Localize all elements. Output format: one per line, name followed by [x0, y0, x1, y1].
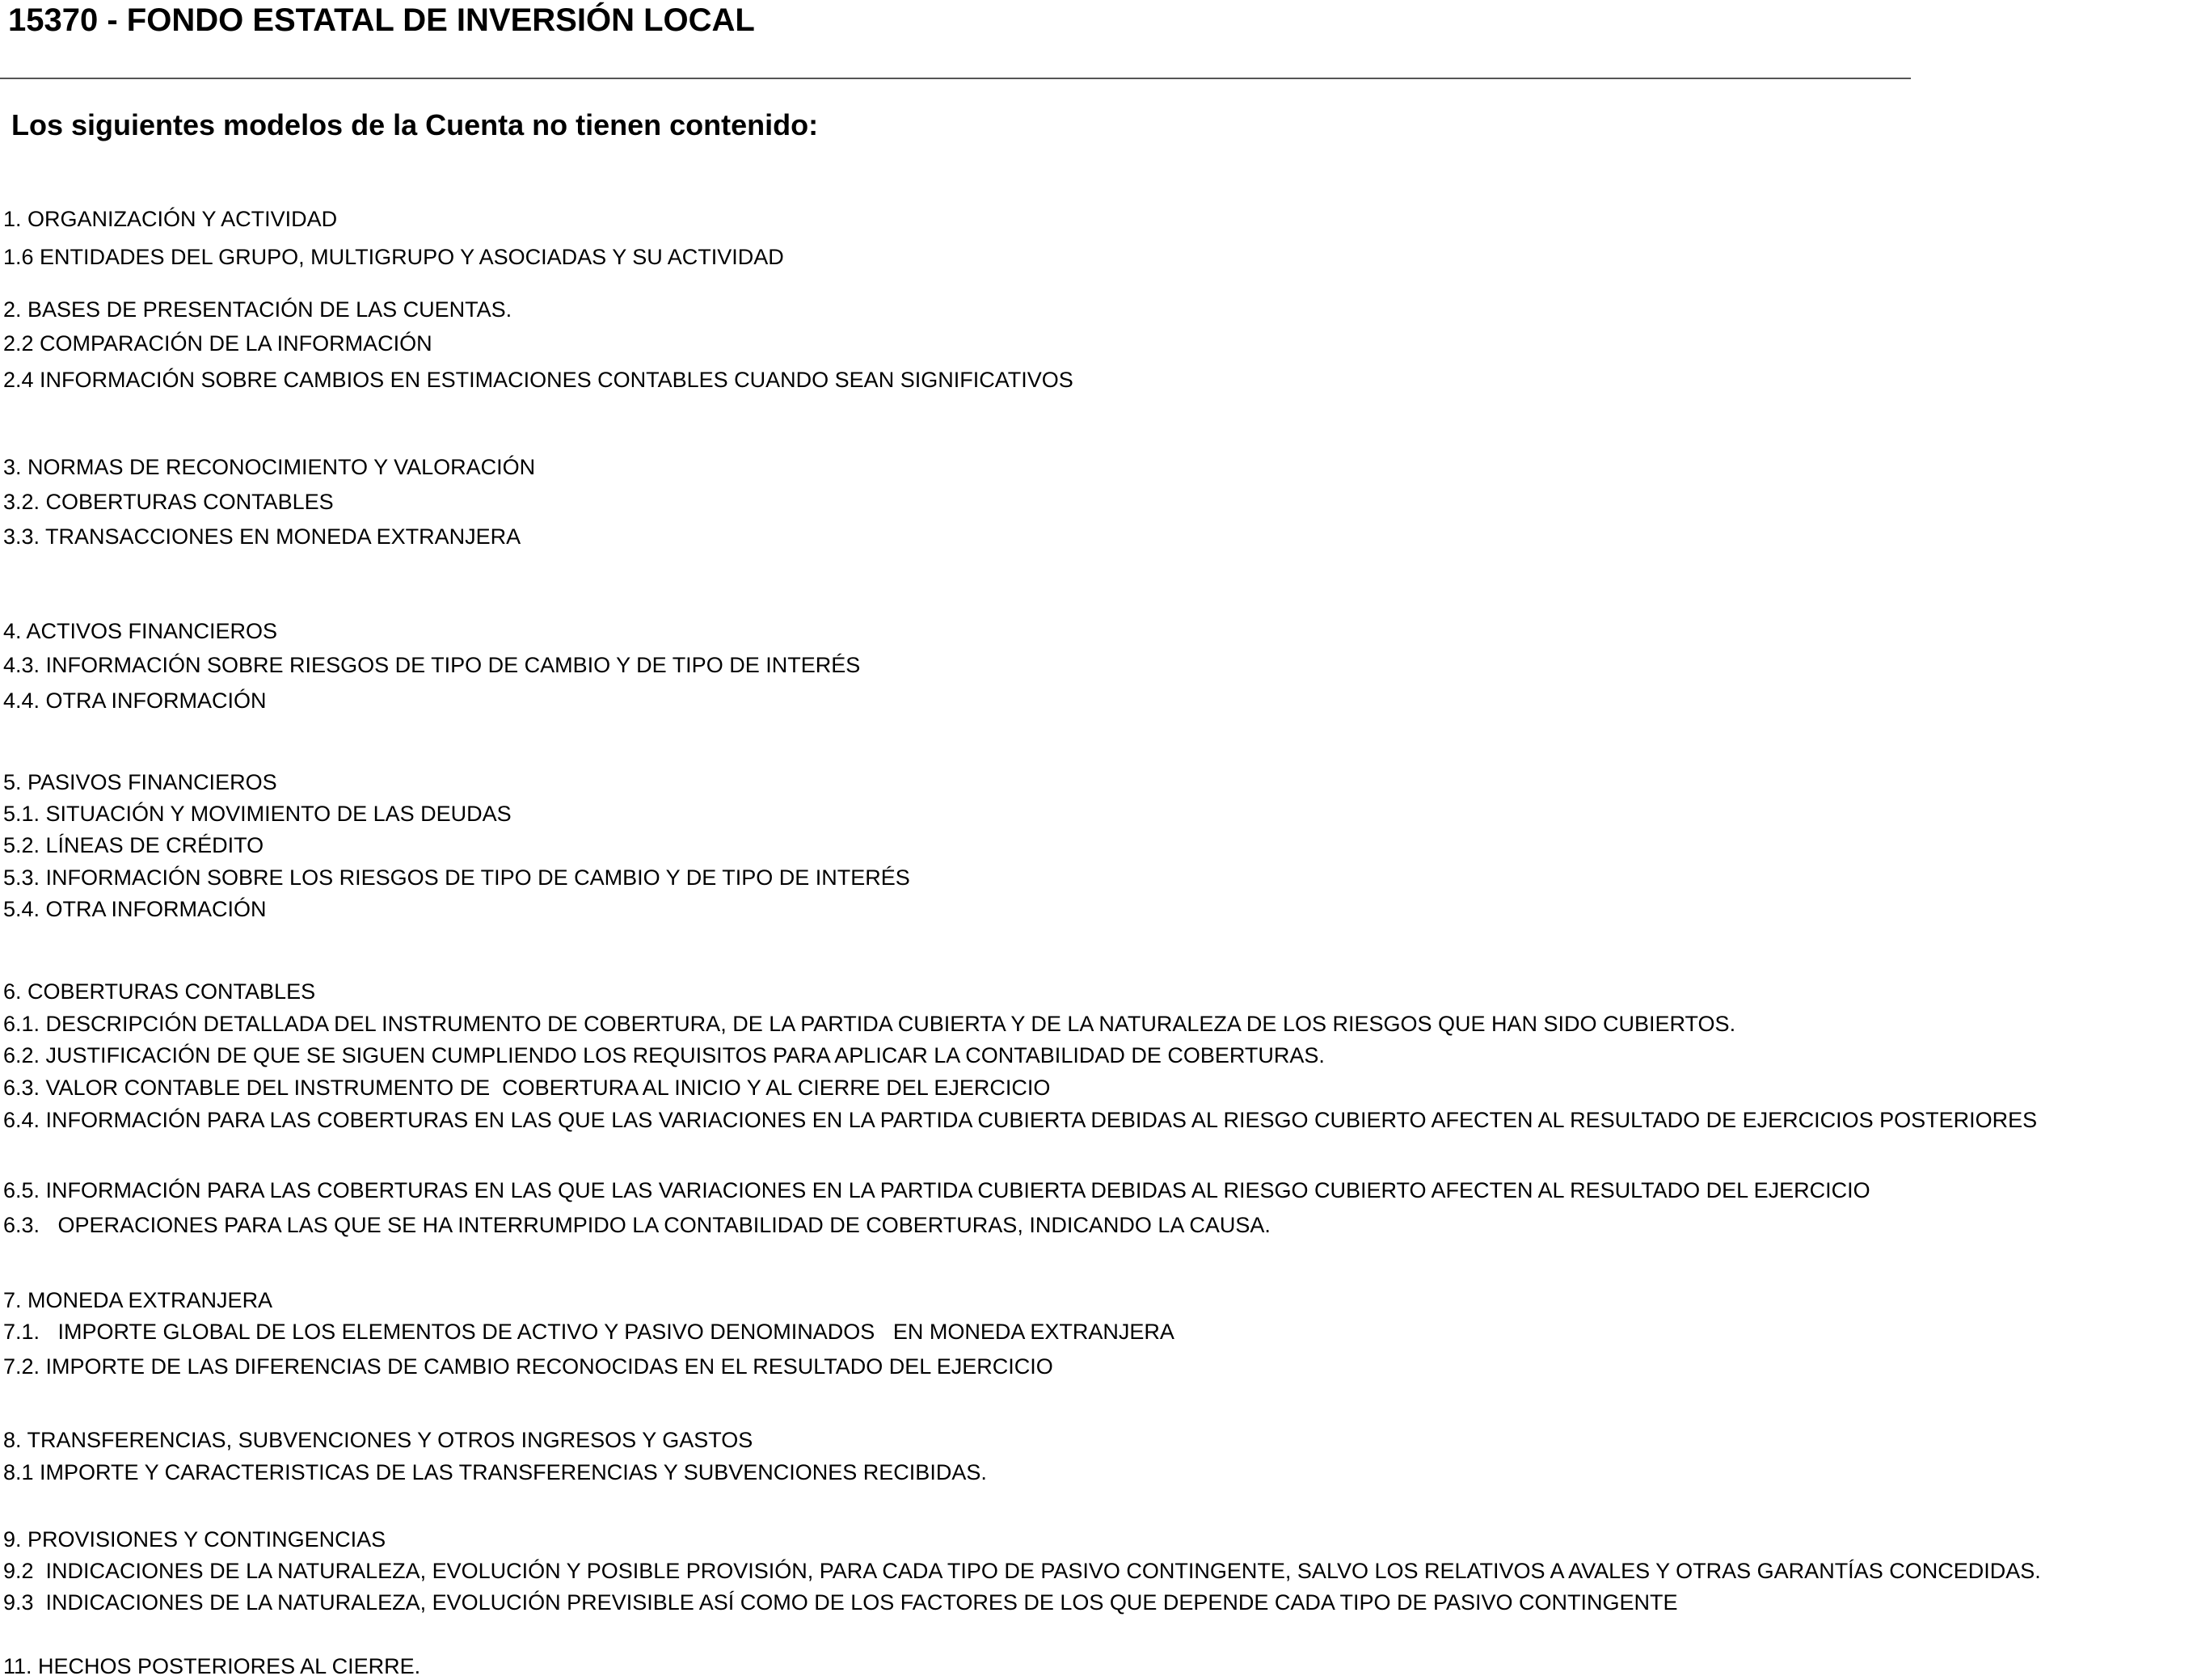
- section-heading-11: 11. HECHOS POSTERIORES AL CIERRE.: [3, 1654, 421, 1678]
- list-item-6-4: 6.4. INFORMACIÓN PARA LAS COBERTURAS EN LAS QUE LAS VARIACIONES EN LA PARTIDA CUBIERTA DEBIDAS AL RIESGO CUBIERTO AFECTEN AL RESULTADO DE EJERCICIOS POSTERIORES: [3, 1108, 2038, 1132]
- section-heading-2: 2. BASES DE PRESENTACIÓN DE LAS CUENTAS.: [3, 297, 512, 322]
- section-heading-6: 6. COBERTURAS CONTABLES: [3, 979, 316, 1004]
- list-item-6-3-operaciones: 6.3. OPERACIONES PARA LAS QUE SE HA INTERRUMPIDO LA CONTABILIDAD DE COBERTURAS, INDICANDO LA CAUSA.: [3, 1213, 1271, 1237]
- list-item-5-1: 5.1. SITUACIÓN Y MOVIMIENTO DE LAS DEUDAS: [3, 802, 512, 826]
- list-item-7-1: 7.1. IMPORTE GLOBAL DE LOS ELEMENTOS DE ACTIVO Y PASIVO DENOMINADOS EN MONEDA EXTRANJERA: [3, 1320, 1174, 1344]
- section-heading-9: 9. PROVISIONES Y CONTINGENCIAS: [3, 1527, 386, 1552]
- list-item-6-1: 6.1. DESCRIPCIÓN DETALLADA DEL INSTRUMENTO DE COBERTURA, DE LA PARTIDA CUBIERTA Y DE LA NATURALEZA DE LOS RIESGOS QUE HAN SIDO CUBIERTOS.: [3, 1012, 1736, 1036]
- list-item-9-2: 9.2 INDICACIONES DE LA NATURALEZA, EVOLUCIÓN Y POSIBLE PROVISIÓN, PARA CADA TIPO DE PASIVO CONTINGENTE, SALVO LOS RELATIVOS A AVALES Y OTRAS GARANTÍAS CONCEDIDAS.: [3, 1559, 2041, 1583]
- section-heading-1: 1. ORGANIZACIÓN Y ACTIVIDAD: [3, 207, 338, 231]
- list-item-5-4: 5.4. OTRA INFORMACIÓN: [3, 897, 267, 921]
- list-item-9-3: 9.3 INDICACIONES DE LA NATURALEZA, EVOLUCIÓN PREVISIBLE ASÍ COMO DE LOS FACTORES DE LOS QUE DEPENDE CADA TIPO DE PASIVO CONTINGENTE: [3, 1590, 1678, 1615]
- list-item-5-3: 5.3. INFORMACIÓN SOBRE LOS RIESGOS DE TIPO DE CAMBIO Y DE TIPO DE INTERÉS: [3, 865, 910, 890]
- section-heading-3: 3. NORMAS DE RECONOCIMIENTO Y VALORACIÓN: [3, 455, 536, 479]
- section-heading-5: 5. PASIVOS FINANCIEROS: [3, 770, 277, 794]
- section-heading-7: 7. MONEDA EXTRANJERA: [3, 1288, 273, 1312]
- list-item-7-2: 7.2. IMPORTE DE LAS DIFERENCIAS DE CAMBIO RECONOCIDAS EN EL RESULTADO DEL EJERCICIO: [3, 1354, 1053, 1379]
- list-item-6-2: 6.2. JUSTIFICACIÓN DE QUE SE SIGUEN CUMPLIENDO LOS REQUISITOS PARA APLICAR LA CONTABILIDAD DE COBERTURAS.: [3, 1043, 1325, 1067]
- list-item-3-3: 3.3. TRANSACCIONES EN MONEDA EXTRANJERA: [3, 524, 521, 549]
- list-item-1-6: 1.6 ENTIDADES DEL GRUPO, MULTIGRUPO Y ASOCIADAS Y SU ACTIVIDAD: [3, 245, 784, 269]
- list-item-8-1: 8.1 IMPORTE Y CARACTERISTICAS DE LAS TRANSFERENCIAS Y SUBVENCIONES RECIBIDAS.: [3, 1460, 987, 1484]
- section-heading-8: 8. TRANSFERENCIAS, SUBVENCIONES Y OTROS INGRESOS Y GASTOS: [3, 1428, 753, 1452]
- list-item-4-3: 4.3. INFORMACIÓN SOBRE RIESGOS DE TIPO DE CAMBIO Y DE TIPO DE INTERÉS: [3, 653, 861, 677]
- section-heading-4: 4. ACTIVOS FINANCIEROS: [3, 619, 278, 643]
- list-item-6-5: 6.5. INFORMACIÓN PARA LAS COBERTURAS EN LAS QUE LAS VARIACIONES EN LA PARTIDA CUBIERTA DEBIDAS AL RIESGO CUBIERTO AFECTEN AL RESULTADO DEL EJERCICIO: [3, 1178, 1870, 1202]
- list-item-2-2: 2.2 COMPARACIÓN DE LA INFORMACIÓN: [3, 331, 432, 356]
- document-subtitle: Los siguientes modelos de la Cuenta no tienen contenido:: [11, 108, 819, 141]
- list-item-6-3: 6.3. VALOR CONTABLE DEL INSTRUMENTO DE COBERTURA AL INICIO Y AL CIERRE DEL EJERCICIO: [3, 1076, 1051, 1100]
- document-title: 15370 - FONDO ESTATAL DE INVERSIÓN LOCAL: [8, 2, 755, 38]
- list-item-4-4: 4.4. OTRA INFORMACIÓN: [3, 688, 267, 713]
- list-item-3-2: 3.2. COBERTURAS CONTABLES: [3, 490, 334, 514]
- title-divider: [0, 78, 1911, 79]
- list-item-2-4: 2.4 INFORMACIÓN SOBRE CAMBIOS EN ESTIMACIONES CONTABLES CUANDO SEAN SIGNIFICATIVOS: [3, 368, 1073, 392]
- list-item-5-2: 5.2. LÍNEAS DE CRÉDITO: [3, 833, 264, 857]
